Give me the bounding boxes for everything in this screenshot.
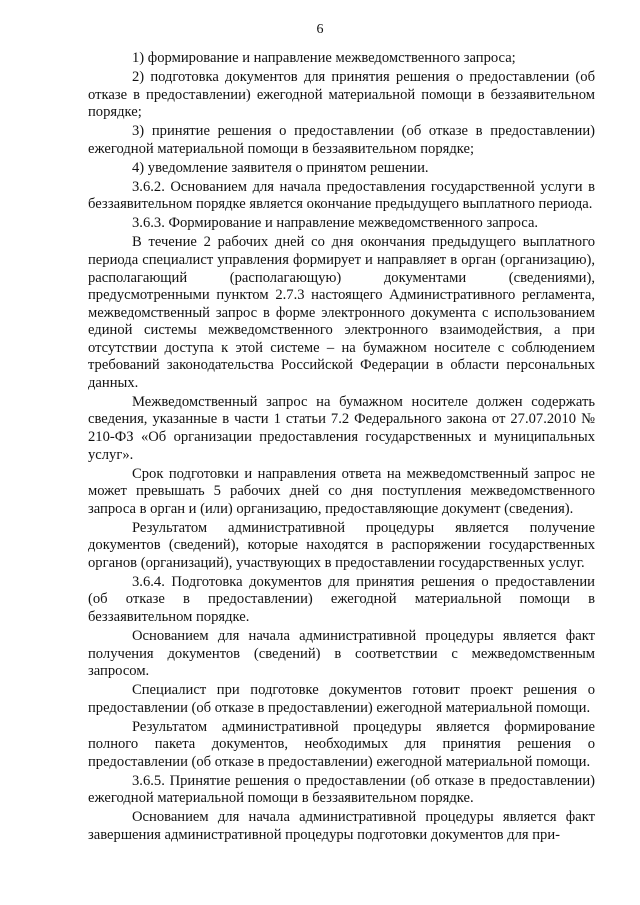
paragraph: 3) принятие решения о предоставлении (об отказе в предоставлении) ежегодной материальной помощи в беззаявительном порядке; bbox=[88, 123, 595, 157]
page-number: 6 bbox=[316, 22, 324, 37]
paragraph: 3.6.5. Принятие решения о предоставлении (об отказе в предоставлении) ежегодной материальной помощи в беззаявительном порядке. bbox=[88, 772, 595, 807]
paragraph: Основанием для начала административной процедуры является факт получения документов (сведений) в соответствии с межведомственным запросом. bbox=[88, 628, 595, 680]
paragraph: 3.6.2. Основанием для начала предоставления государственной услуги в беззаявительном порядке является окончание предыдущего выплатного периода. bbox=[88, 178, 595, 213]
paragraph: В течение 2 рабочих дней со дня окончания предыдущего выплатного периода специалист управления формирует и направляет в орган (организацию), располагающий (располагающую) документами (сведениями), предусмотренными пунктом 2.7.3 настоящего Административного регламента, межведомственный запрос в форме электронного документа с использованием единой системы межведомственного электронного взаимодействия, а при отсутствии доступа к этой системе – на бумажном носителе с соблюдением требований законодательства Российской Федерации в области персональных данных. bbox=[88, 234, 595, 391]
paragraph: 1) формирование и направление межведомственного запроса; bbox=[132, 50, 516, 66]
paragraph: Результатом административной процедуры является формирование полного пакета документов, необходимых для принятия решения о предоставлении (об отказе в предоставлении) ежегодной материальной помощи. bbox=[88, 718, 595, 770]
paragraph: 4) уведомление заявителя о принятом решении. bbox=[132, 159, 429, 176]
paragraph: 3.6.3. Формирование и направление межведомственного запроса. bbox=[132, 215, 539, 232]
paragraph: Срок подготовки и направления ответа на межведомственный запрос не может превышать 5 рабочих дней со дня поступления межведомственного запроса в орган и (или) организацию, предоставляющие документ (сведения). bbox=[88, 465, 595, 517]
paragraph: 2) подготовка документов для принятия решения о предоставлении (об отказе в предоставлении) ежегодной материальной помощи в беззаявительном порядке; bbox=[88, 69, 595, 121]
paragraph: Основанием для начала административной процедуры является факт завершения административной процедуры подготовки документов для при- bbox=[88, 809, 595, 844]
paragraph: Межведомственный запрос на бумажном носителе должен содержать сведения, указанные в части 1 статьи 7.2 Федерального закона от 27.07.2010 № 210-ФЗ «Об организации предоставления государственных и муниципальных услуг». bbox=[88, 393, 595, 463]
paragraph: Результатом административной процедуры является получение документов (сведений), которые находятся в распоряжении государственных органов (организаций), участвующих в предоставлении государственных услуг. bbox=[88, 519, 595, 571]
paragraph: 3.6.4. Подготовка документов для принятия решения о предоставлении (об отказе в предоставлении) ежегодной материальной помощи в беззаявительном порядке. bbox=[88, 573, 595, 625]
document-body bbox=[88, 50, 595, 846]
paragraph: Специалист при подготовке документов готовит проект решения о предоставлении (об отказе в предоставлении) ежегодной материальной помощи. bbox=[88, 682, 595, 716]
